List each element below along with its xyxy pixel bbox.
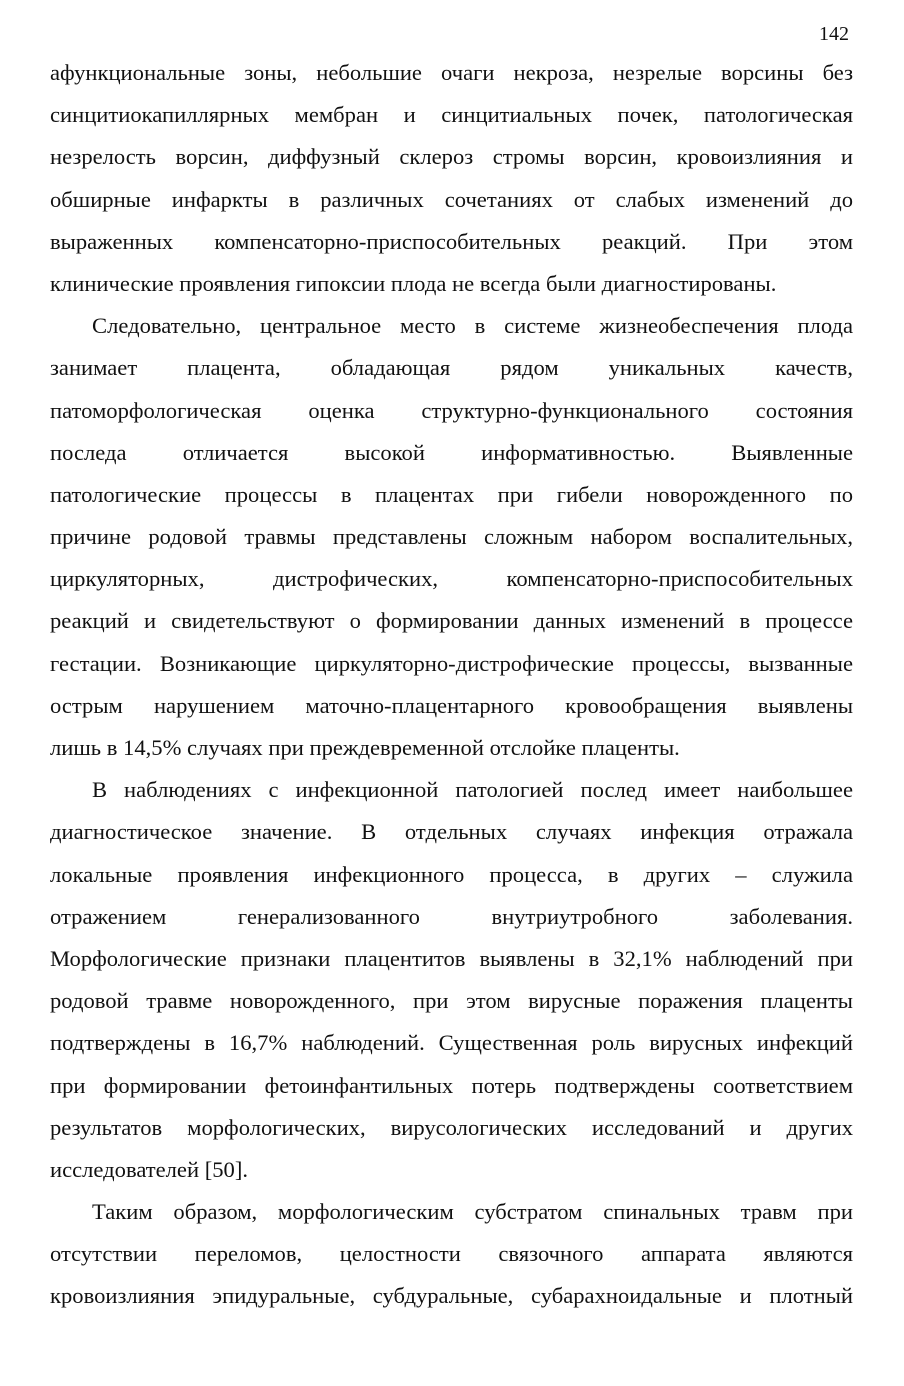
text-line: афункциональные зоны, небольшие очаги некроза, незрелые ворсины без	[50, 60, 853, 85]
text-line: причине родовой травмы представлены сложным набором воспалительных,	[50, 524, 853, 550]
page-number: 142	[819, 23, 849, 45]
text-line: локальные проявления инфекционного процесса, в других – служила	[50, 861, 853, 887]
text-line: незрелость ворсин, диффузный склероз стромы ворсин, кровоизлияния и	[50, 144, 853, 170]
text-line: диагностическое значение. В отдельных случаях инфекция отражала	[50, 819, 853, 845]
text-line: циркуляторных, дистрофических, компенсаторно-приспособительных	[50, 566, 853, 592]
text-line: подтверждены в 16,7% наблюдений. Существенная роль вирусных инфекций	[50, 1030, 853, 1056]
paragraph	[50, 1191, 853, 1318]
text-line: занимает плацента, обладающая рядом уникальных качеств,	[50, 355, 853, 381]
text-line: последа отличается высокой информативностью. Выявленные	[50, 439, 853, 465]
text-line: реакций и свидетельствуют о формировании данных изменений в процессе	[50, 608, 853, 634]
text-line: В наблюдениях с инфекционной патологией послед имеет наибольшее	[92, 777, 853, 803]
text-line: синцитиокапиллярных мембран и синцитиальных почек, патологическая	[50, 102, 853, 128]
text-line: отражением генерализованного внутриутробного заболевания.	[50, 903, 853, 929]
text-line: патоморфологическая оценка структурно-функционального состояния	[50, 397, 853, 423]
text-line: обширные инфаркты в различных сочетаниях от слабых изменений до	[50, 186, 853, 212]
text-line: отсутствии переломов, целостности связочного аппарата являются	[50, 1241, 853, 1267]
text-line: Таким образом, морфологическим субстратом спинальных травм при	[92, 1199, 853, 1225]
text-line: гестации. Возникающие циркуляторно-дистрофические процессы, вызванные	[50, 650, 853, 676]
paragraph	[50, 305, 853, 769]
text-line: клинические проявления гипоксии плода не всегда были диагностированы.	[50, 270, 777, 296]
text-line: патологические процессы в плацентах при гибели новорожденного по	[50, 481, 853, 507]
paragraph	[50, 769, 853, 1191]
text-line: исследователей [50].	[50, 1156, 248, 1182]
text-line: Морфологические признаки плацентитов выявлены в 32,1% наблюдений при	[50, 945, 853, 971]
text-line: при формировании фетоинфантильных потерь подтверждены соответствием	[50, 1072, 853, 1098]
text-line: кровоизлияния эпидуральные, субдуральные, субарахноидальные и плотный	[50, 1283, 853, 1309]
document-body	[50, 52, 853, 1318]
text-line: выраженных компенсаторно-приспособительных реакций. При этом	[50, 228, 853, 254]
text-line: Следовательно, центральное место в системе жизнеобеспечения плода	[92, 313, 853, 339]
text-line: острым нарушением маточно-плацентарного кровообращения выявлены	[50, 692, 853, 718]
text-line: родовой травме новорожденного, при этом вирусные поражения плаценты	[50, 988, 853, 1014]
text-line: результатов морфологических, вирусологических исследований и других	[50, 1114, 853, 1140]
text-line: лишь в 14,5% случаях при преждевременной отслойке плаценты.	[50, 735, 680, 760]
paragraph	[50, 52, 853, 305]
